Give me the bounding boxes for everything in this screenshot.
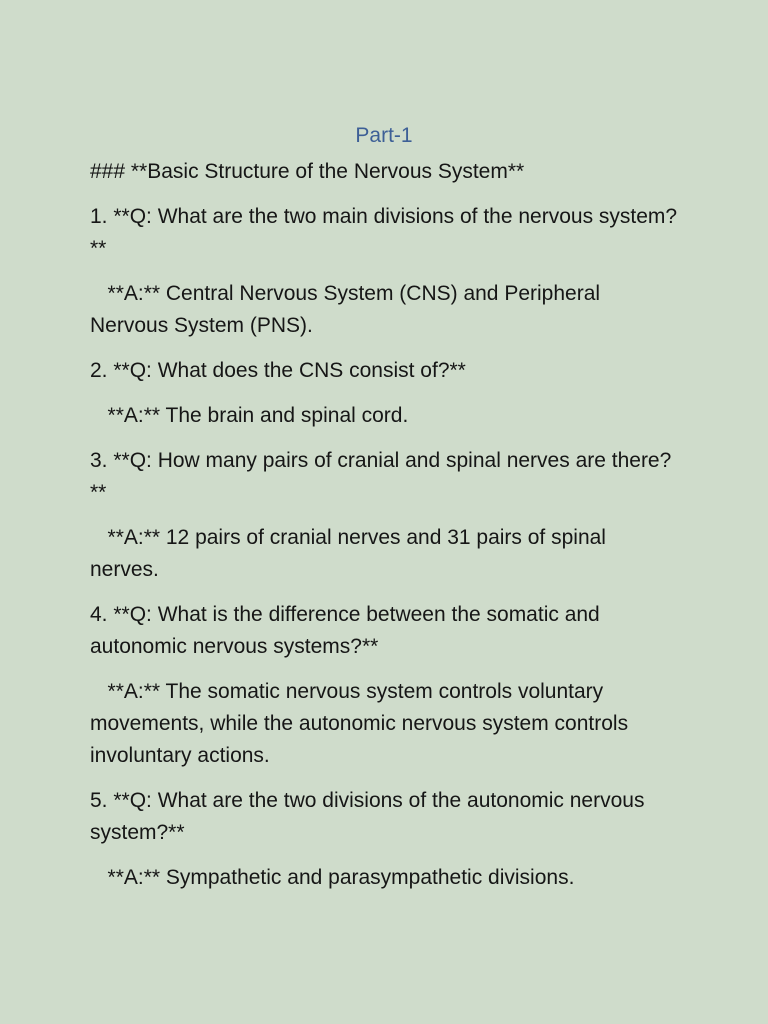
question-3: 3. **Q: How many pairs of cranial and spinal nerves are there?** [90,449,672,504]
qa-item-3 [90,445,678,586]
answer-4: **A:** The somatic nervous system controls voluntary movements, while the autonomic nervous system controls involuntary actions. [90,680,634,767]
qa-item-4 [90,599,678,772]
question-2: 2. **Q: What does the CNS consist of?** [90,359,466,382]
qa-item-5 [90,785,678,894]
question-5: 5. **Q: What are the two divisions of the autonomic nervous system?** [90,789,645,844]
question-1: 1. **Q: What are the two main divisions of the nervous system?** [90,205,678,260]
answer-2: **A:** The brain and spinal cord. [90,404,409,427]
section-heading: ### **Basic Structure of the Nervous System** [90,160,525,183]
part-title: Part-1 [355,124,413,147]
question-4: 4. **Q: What is the difference between the somatic and autonomic nervous systems?** [90,603,600,658]
qa-list [90,201,678,894]
answer-5: **A:** Sympathetic and parasympathetic divisions. [90,866,575,889]
answer-3: **A:** 12 pairs of cranial nerves and 31 pairs of spinal nerves. [90,526,612,581]
qa-item-1 [90,201,678,342]
answer-1: **A:** Central Nervous System (CNS) and Peripheral Nervous System (PNS). [90,282,606,337]
qa-item-2 [90,355,678,432]
